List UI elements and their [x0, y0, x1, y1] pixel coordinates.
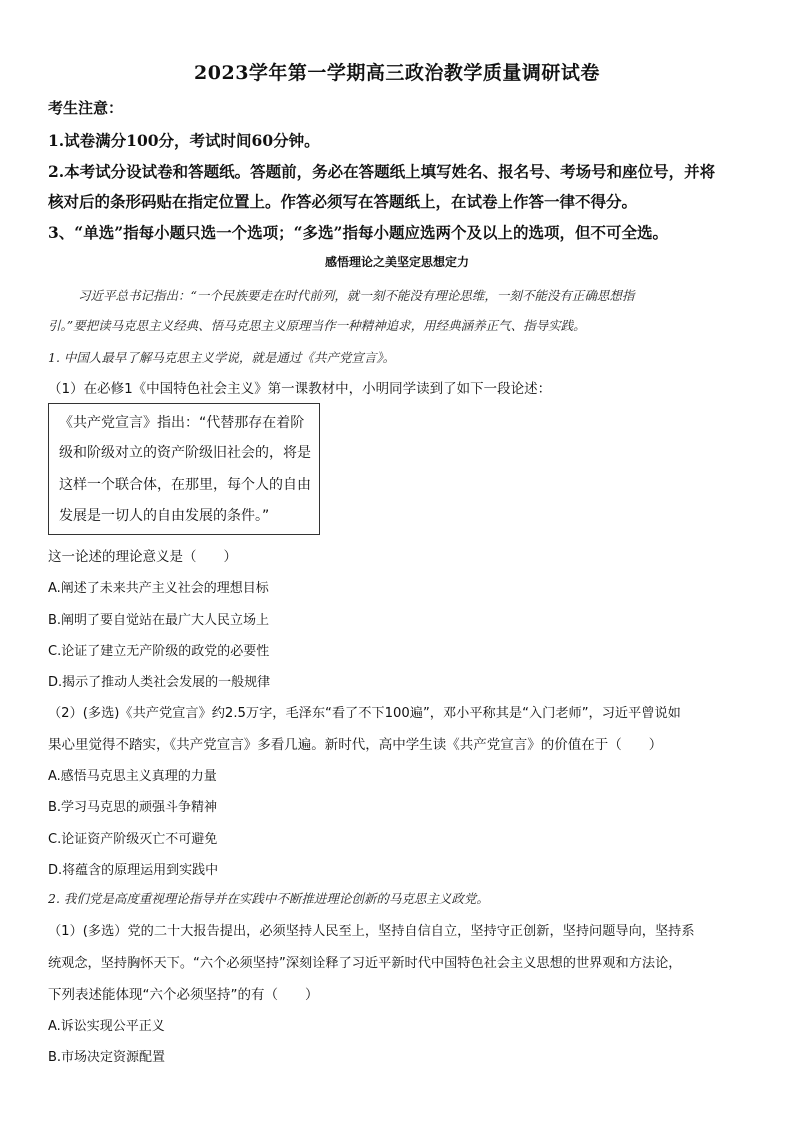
question-2-1-stem: 下列表述能体现“六个必须坚持”的有（ ） [48, 987, 319, 1003]
option-b[interactable]: B.市场决定资源配置 [48, 1050, 166, 1065]
option-d[interactable]: D.将蕴含的原理运用到实践中 [48, 863, 219, 878]
section-intro-line: 引。”要把读马克思主义经典、悟马克思主义原理当作一种精神追求，用经典涵养正气、指导实践。 [48, 318, 586, 333]
quote-line: 级和阶级对立的资产阶级旧社会的，将是 [59, 445, 311, 461]
question-1-2-stem: （2）(多选)《共产党宣言》约2.5万字，毛泽东“看了不下100遍”，邓小平称其是“入门老师”，习近平曾说如 [48, 706, 681, 721]
option-a[interactable]: A.阐述了未来共产主义社会的理想目标 [48, 581, 269, 596]
quote-line: 《共产党宣言》指出：“代替那存在着阶 [59, 415, 305, 431]
section-title: 感悟理论之美坚定思想定力 [324, 255, 469, 269]
notice-item: 1.试卷满分100分，考试时间60分钟。 [48, 131, 320, 150]
quote-box [48, 403, 320, 535]
option-c[interactable]: C.论证了建立无产阶级的政党的必要性 [48, 644, 270, 659]
option-a[interactable]: A.诉讼实现公平正义 [48, 1019, 165, 1034]
option-b[interactable]: B.学习马克思的顽强斗争精神 [48, 800, 218, 815]
question-2-intro: 2. 我们党是高度重视理论指导并在实践中不断推进理论创新的马克思主义政党。 [48, 891, 489, 906]
question-1-2-stem: 果心里觉得不踏实，《共产党宣言》多看几遍。新时代，高中学生读《共产党宣言》的价值在于（ ） [48, 737, 663, 753]
question-2-1-stem: 统观念，坚持胸怀天下。“六个必须坚持”深刻诠释了习近平新时代中国特色社会主义思想的世界观和方法论， [48, 956, 682, 971]
option-d[interactable]: D.揭示了推动人类社会发展的一般规律 [48, 675, 271, 690]
question-1-1-question: 这一论述的理论意义是（ ） [48, 549, 237, 565]
notice-item: 核对后的条形码贴在指定位置上。作答必须写在答题纸上，在试卷上作答一律不得分。 [48, 192, 638, 211]
quote-line: 发展是一切人的自由发展的条件。” [59, 508, 270, 524]
option-a[interactable]: A.感悟马克思主义真理的力量 [48, 769, 217, 784]
quote-line: 这样一个联合体，在那里，每个人的自由 [59, 477, 311, 493]
notice-item: 2.本考试分设试卷和答题纸。答题前，务必在答题纸上填写姓名、报名号、考场号和座位号，并将 [48, 162, 716, 181]
question-1-intro: 1. 中国人最早了解马克思主义学说，就是通过《共产党宣言》。 [48, 350, 396, 365]
notice-heading: 考生注意： [48, 99, 124, 117]
exam-title: 2023学年第一学期高三政治教学质量调研试卷 [194, 62, 600, 84]
option-b[interactable]: B.阐明了要自觉站在最广大人民立场上 [48, 613, 270, 628]
option-c[interactable]: C.论证资产阶级灭亡不可避免 [48, 832, 218, 847]
question-1-1-stem: （1）在必修1《中国特色社会主义》第一课教材中，小明同学读到了如下一段论述： [48, 381, 552, 397]
question-2-1-stem: （1）(多选）党的二十大报告提出，必须坚持人民至上，坚持自信自立，坚持守正创新，坚持问题导向，坚持系 [48, 924, 695, 939]
notice-item: 3、“单选”指每小题只选一个选项；“多选”指每小题应选两个及以上的选项，但不可全选。 [48, 223, 668, 242]
section-intro-line: 习近平总书记指出：“一个民族要走在时代前列，就一刻不能没有理论思维，一刻不能没有正确思想指 [78, 288, 635, 303]
